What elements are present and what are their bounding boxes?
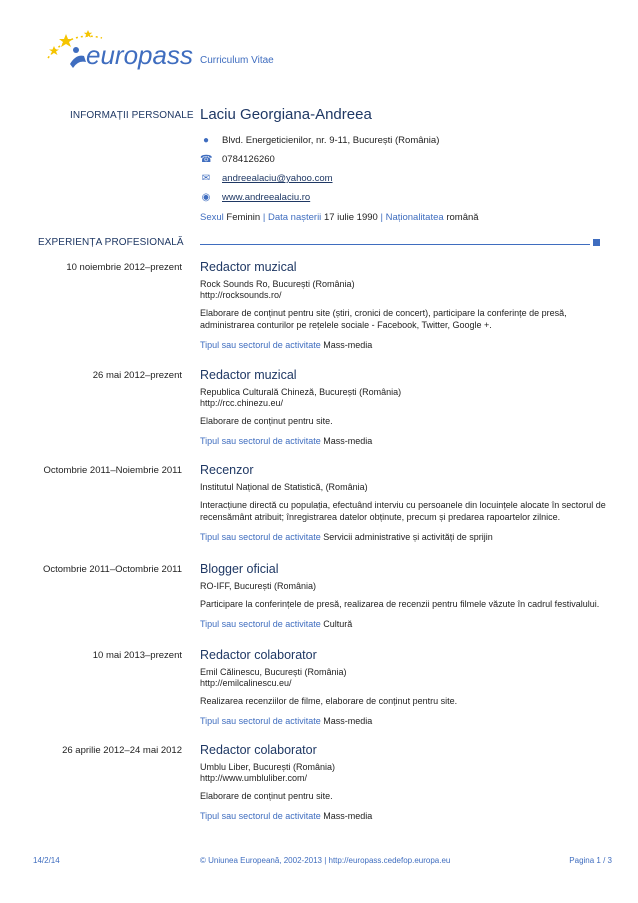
phone-row: [200, 154, 275, 165]
job-sector: [200, 532, 610, 542]
job-title: Redactor colaborator: [200, 743, 317, 757]
section-divider-marker: [593, 239, 600, 246]
job-description: Interacțiune directă cu populația, efectuând interviu cu persoanele din locuințele alocate în sectorul de recensământ atribuit; înregistrarea datelor obținute, precum și predarea rapoartelor zilnice.: [200, 500, 606, 522]
job-url: http://rocksounds.ro/: [200, 290, 282, 300]
job-employer: Emil Călinescu, București (România): [200, 667, 347, 677]
job-date: 10 mai 2013–prezent: [92, 650, 182, 661]
sector-label: Tipul sau sectorul de activitate: [200, 716, 321, 726]
job-title: Redactor muzical: [200, 260, 297, 274]
job-description: Participare la conferințele de presă, realizarea de recenzii pentru filmele văzute în cadrul festivalului.: [200, 599, 600, 609]
job-entry: [200, 562, 610, 629]
email-row: [200, 173, 333, 184]
sector-label: Tipul sau sectorul de activitate: [200, 619, 321, 629]
sex-label: Sexul: [200, 212, 224, 223]
personal-info-heading: INFORMAȚII PERSONALE: [70, 110, 194, 121]
job-title: Redactor colaborator: [200, 648, 317, 662]
job-description: Elaborare de conținut pentru site.: [200, 416, 333, 426]
job-date: Octombrie 2011–Octombrie 2011: [42, 564, 182, 575]
birth-value: 17 iulie 1990: [323, 212, 378, 223]
job-url: http://www.umbluliber.com/: [200, 773, 308, 783]
sector-label: Tipul sau sectorul de activitate: [200, 340, 321, 350]
job-title: Redactor muzical: [200, 368, 297, 382]
job-date: Octombrie 2011–Noiembrie 2011: [43, 465, 182, 476]
section-divider: [200, 244, 590, 245]
job-description: Elaborare de conținut pentru site.: [200, 791, 333, 801]
job-sector: [200, 436, 610, 446]
sector-value: Mass-media: [323, 716, 373, 726]
job-description: Realizarea recenziilor de filme, elaborare de conținut pentru site.: [200, 696, 458, 706]
logo-text: europass: [86, 40, 193, 70]
job-title: Recenzor: [200, 463, 254, 477]
job-date: 26 mai 2012–prezent: [92, 370, 182, 381]
location-icon: ●: [202, 135, 210, 146]
experience-heading: EXPERIENȚA PROFESIONALĂ: [38, 237, 184, 248]
email-icon: ✉: [201, 173, 211, 184]
job-employer: Rock Sounds Ro, București (România): [200, 279, 355, 289]
job-sector: [200, 619, 610, 629]
birth-label: Data nașterii: [267, 212, 322, 223]
job-entry: [200, 368, 610, 446]
europass-logo: [40, 24, 193, 76]
job-date: 26 aprilie 2012–24 mai 2012: [62, 745, 182, 756]
footer-copyright: © Uniunea Europeană, 2002-2013 | http://europass.cedefop.europa.eu: [200, 856, 451, 865]
person-name: Laciu Georgiana-Andreea: [200, 106, 372, 123]
sector-label: Tipul sau sectorul de activitate: [200, 811, 321, 821]
job-sector: [200, 811, 610, 821]
job-url: http://rcc.chinezu.eu/: [200, 398, 284, 408]
sector-value: Servicii administrative și activități de sprijin: [323, 532, 493, 542]
document-type-label: Curriculum Vitae: [200, 55, 274, 66]
separator: |: [262, 212, 266, 223]
job-date: 10 noiembrie 2012–prezent: [66, 262, 182, 273]
job-employer: RO-IFF, București (România): [200, 581, 317, 591]
sector-value: Mass-media: [323, 436, 373, 446]
email-link[interactable]: andreealaciu@yahoo.com: [222, 173, 333, 184]
job-employer: Umblu Liber, București (România): [200, 762, 336, 772]
job-employer: Republica Culturală Chineză, București (România): [200, 387, 402, 397]
website-link[interactable]: www.andreealaciu.ro: [222, 192, 311, 203]
website-row: [200, 192, 310, 203]
sector-value: Mass-media: [323, 340, 373, 350]
job-entry: [200, 260, 610, 350]
phone-icon: ☎: [200, 154, 213, 165]
website-icon: ◉: [201, 192, 211, 203]
sector-value: Mass-media: [323, 811, 373, 821]
nationality-label: Naționalitatea: [385, 212, 444, 223]
job-entry: [200, 648, 610, 726]
sector-label: Tipul sau sectorul de activitate: [200, 436, 321, 446]
job-description: Elaborare de conținut pentru site (știri, cronici de concert), participare la conferințe de presă, administrarea conturilor pe rețelele sociale - Facebook, Twitter, Google +.: [200, 308, 567, 330]
phone-text: 0784126260: [222, 154, 275, 165]
job-entry: [200, 463, 610, 542]
job-sector: [200, 340, 610, 350]
nationality-value: română: [446, 212, 479, 223]
job-title: Blogger oficial: [200, 562, 279, 576]
address-text: Blvd. Energeticienilor, nr. 9-11, București (România): [222, 135, 440, 146]
sex-value: Feminin: [226, 212, 261, 223]
address-row: [200, 135, 439, 146]
job-entry: [200, 743, 610, 821]
job-employer: Institutul Național de Statistică, (România): [200, 482, 368, 492]
sector-label: Tipul sau sectorul de activitate: [200, 532, 321, 542]
footer-date: 14/2/14: [33, 856, 60, 865]
sector-value: Cultură: [323, 619, 353, 629]
footer-page-number: Pagina 1 / 3: [569, 856, 612, 865]
job-url: http://emilcalinescu.eu/: [200, 678, 292, 688]
personal-details: [200, 212, 479, 223]
separator: |: [380, 212, 383, 223]
job-sector: [200, 716, 610, 726]
